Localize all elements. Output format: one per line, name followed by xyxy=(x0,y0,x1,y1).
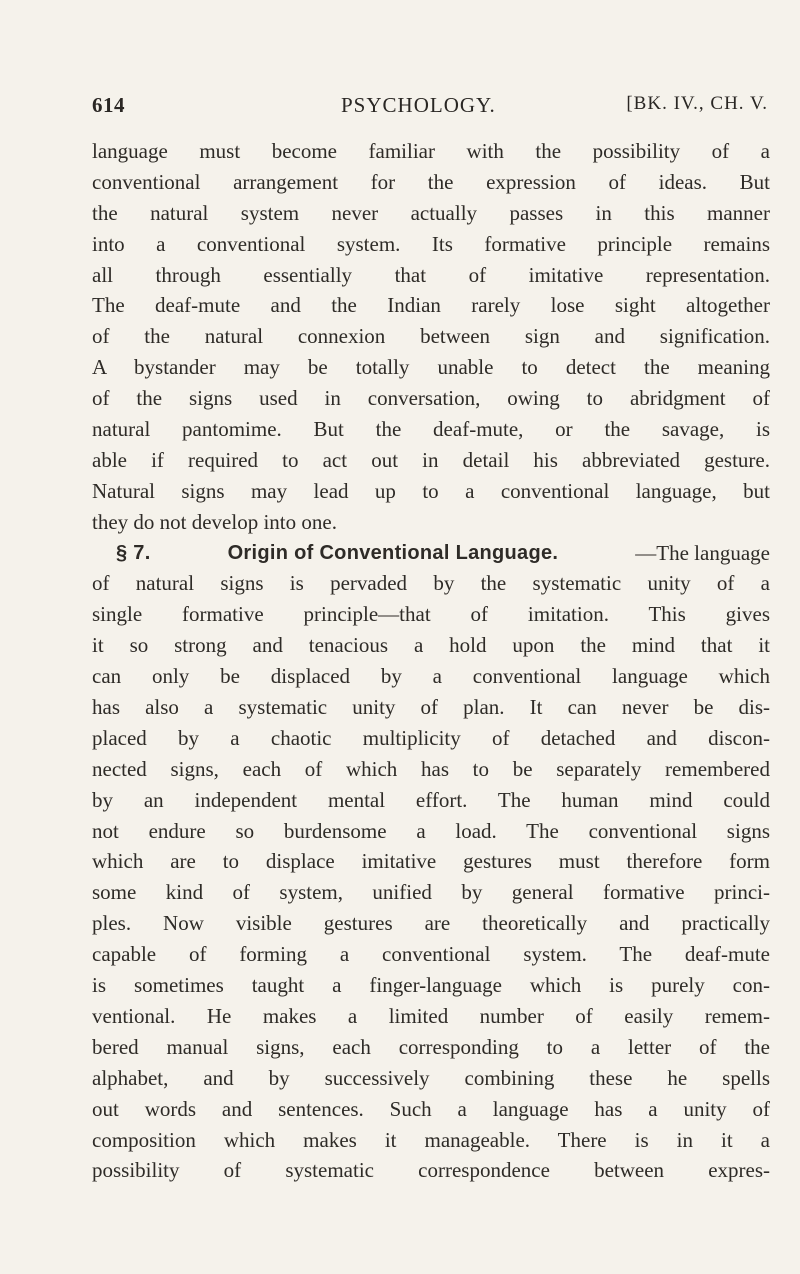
text-line: conventional arrangement for the expression of ideas. But xyxy=(92,169,770,194)
text-line: possibility of systematic correspondence between expres- xyxy=(92,1158,770,1183)
page-number: 614 xyxy=(92,93,125,117)
text-line: language must become familiar with the possibility of a xyxy=(92,139,770,163)
text-line: which are to displace imitative gestures must therefore form xyxy=(92,849,770,874)
text-line: they do not develop into one. xyxy=(92,509,337,534)
section-heading-line xyxy=(92,538,770,569)
running-title: PSYCHOLOGY. xyxy=(341,93,496,117)
section-heading: Origin of Conventional Language. xyxy=(227,541,559,564)
text-line: placed by a chaotic multiplicity of detached and discon- xyxy=(92,725,770,750)
text-line: ples. Now visible gestures are theoretically and practically xyxy=(92,911,770,936)
text-line: out words and sentences. Such a language has a unity of xyxy=(92,1096,770,1121)
text-line: of the signs used in conversation, owing to abridgment of xyxy=(92,386,770,411)
text-line: natural pantomime. But the deaf-mute, or the savage, is xyxy=(92,417,770,442)
text-line: composition which makes it manageable. There is in it a xyxy=(92,1127,770,1152)
section-number: § 7. xyxy=(116,541,151,564)
text-line: Natural signs may lead up to a conventional language, but xyxy=(92,478,770,503)
text-line: of natural signs is pervaded by the systematic unity of a xyxy=(92,571,770,596)
text-line: of the natural connexion between sign and signification. xyxy=(92,324,770,349)
text-line: nected signs, each of which has to be separately remembered xyxy=(92,756,770,781)
text-line: single formative principle—that of imitation. This gives xyxy=(92,602,770,627)
text-line: into a conventional system. Its formative principle remains xyxy=(92,231,770,256)
text-line: it so strong and tenacious a hold upon the mind that it xyxy=(92,633,770,658)
text-line: A bystander may be totally unable to detect the meaning xyxy=(92,355,770,380)
text-line: can only be displaced by a conventional language which xyxy=(92,664,770,689)
text-line: capable of forming a conventional system. The deaf-mute xyxy=(92,942,770,967)
body-text xyxy=(92,136,770,1186)
text-line: ventional. He makes a limited number of easily remem- xyxy=(92,1003,770,1028)
text-line: able if required to act out in detail his abbreviated gesture. xyxy=(92,447,770,472)
text-line: bered manual signs, each corresponding to a letter of the xyxy=(92,1034,770,1059)
text-line: not endure so burdensome a load. The conventional signs xyxy=(92,818,770,843)
section-heading-continuation: —The language xyxy=(635,540,770,565)
text-line: some kind of system, unified by general formative princi- xyxy=(92,880,770,905)
text-line: The deaf-mute and the Indian rarely lose sight altogether xyxy=(92,293,770,318)
text-line: is sometimes taught a finger-language which is purely con- xyxy=(92,973,770,998)
text-line: the natural system never actually passes in this manner xyxy=(92,200,770,225)
text-line: all through essentially that of imitative representation. xyxy=(92,262,770,287)
running-header xyxy=(92,93,768,123)
text-line: by an independent mental effort. The human mind could xyxy=(92,787,770,812)
text-line: has also a systematic unity of plan. It can never be dis- xyxy=(92,695,770,720)
text-line: alphabet, and by successively combining these he spells xyxy=(92,1065,770,1090)
section-reference: [BK. IV., CH. V. xyxy=(626,93,768,114)
